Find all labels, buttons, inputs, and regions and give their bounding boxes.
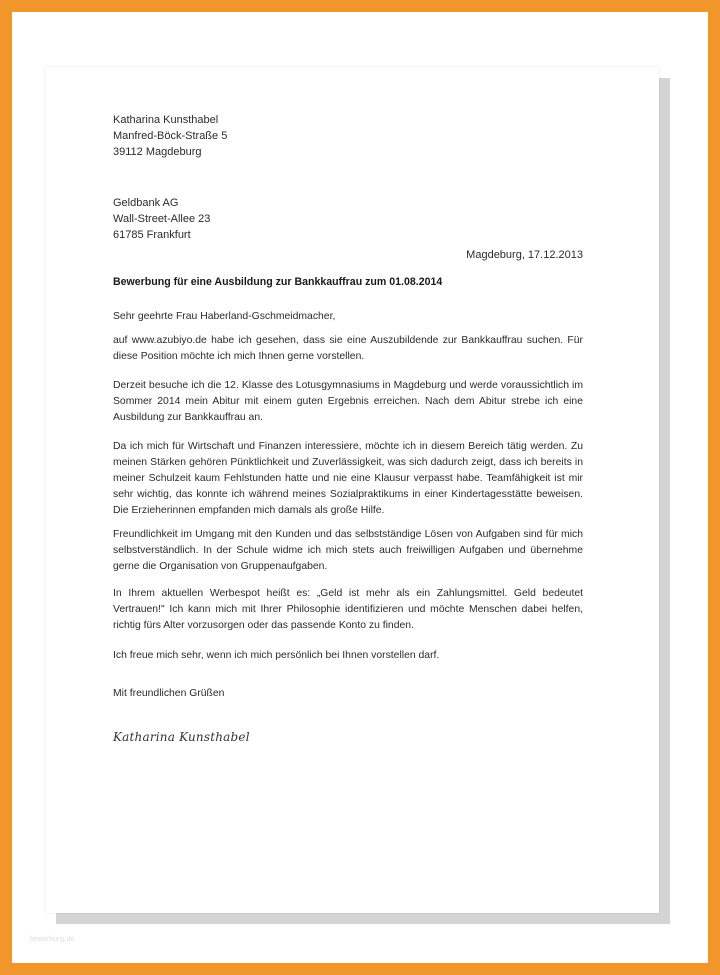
sender-street: Manfred-Böck-Straße 5: [113, 129, 228, 142]
paragraph-line: Ich freue mich sehr, wenn ich mich persönlich bei Ihnen vorstellen darf.: [113, 650, 440, 661]
recipient-address: [113, 196, 210, 243]
paragraph-line: sehr wichtig, das konnte ich während meines Sozialpraktikums in einer Kindertagesstätte beweisen.: [113, 488, 583, 500]
paragraph-5: [113, 586, 583, 634]
paragraph-1: [113, 333, 583, 365]
recipient-city: 61785 Frankfurt: [113, 228, 191, 241]
sender-address: [113, 113, 227, 160]
letter-date: Magdeburg, 17.12.2013: [466, 249, 583, 261]
paragraph-4: [113, 527, 583, 575]
salutation: Sehr geehrte Frau Haberland-Gschmeidmacher,: [113, 311, 336, 322]
handwritten-signature: Katharina Kunsthabel: [113, 730, 250, 744]
paragraph-line: diese Position möchte ich mich Ihnen gerne vorstellen.: [113, 350, 365, 362]
letter-page: [45, 67, 659, 913]
paragraph-line: Da ich mich für Wirtschaft und Finanzen interessiere, möchte ich in diesem Bereich tätig werden. Zu: [113, 441, 583, 452]
recipient-company: Geldbank AG: [113, 197, 179, 209]
paragraph-line: selbstverständlich. In der Schule widme ich mich stets auch freiwilligen Aufgaben und übernehme: [113, 544, 583, 556]
watermark: bewerbung.de: [30, 936, 75, 943]
sender-name: Katharina Kunsthabel: [113, 114, 219, 126]
paragraph-2: [113, 378, 583, 426]
paragraph-line: In Ihrem aktuellen Werbespot heißt es: „Geld ist mehr als ein Zahlungsmittel. Geld bedeutet: [113, 588, 583, 599]
paragraph-line: meiner Schulzeit kaum Fehlstunden hatte und nie eine Klausur verpasst habe. Teamfähigkeit ist mir: [113, 472, 583, 484]
sender-city: 39112 Magdeburg: [113, 145, 202, 158]
recipient-street: Wall-Street-Allee 23: [113, 212, 211, 225]
paragraph-line: gerne die Organisation von Gruppenaufgaben.: [113, 560, 328, 572]
paragraph-line: Sommer 2014 mein Abitur mit einem guten Ergebnis erreichen. Nach dem Abitur strebe ich eine: [113, 395, 583, 407]
closing: Mit freundlichen Grüßen: [113, 688, 225, 699]
paragraph-line: Vertrauen!" Ich kann mich mit Ihrer Philosophie identifizieren und möchte Menschen dabei helfen,: [113, 603, 583, 615]
paragraph-line: auf www.azubiyo.de habe ich gesehen, dass sie eine Auszubildende zur Bankkauffrau suchen. Für: [113, 335, 583, 346]
letter-subject: Bewerbung für eine Ausbildung zur Bankkauffrau zum 01.08.2014: [113, 276, 443, 288]
paragraph-line: Freundlichkeit im Umgang mit den Kunden und das selbstständige Lösen von Aufgaben sind für mich: [113, 529, 583, 540]
paragraph-6: [113, 648, 583, 664]
paragraph-line: Derzeit besuche ich die 12. Klasse des Lotusgymnasiums in Magdeburg und werde voraussichtlich im: [113, 380, 583, 391]
paragraph-line: Ausbildung zur Bankkauffrau an.: [113, 411, 263, 423]
paragraph-3: [113, 439, 583, 519]
paragraph-line: Die Erzieherinnen empfanden mich damals als große Hilfe.: [113, 504, 385, 516]
paragraph-line: meinen Stärken gehören Pünktlichkeit und Zuverlässigkeit, was sich dadurch zeigt, dass ich bereits in: [113, 456, 583, 468]
paragraph-line: richtig fürs Alter vorzusorgen oder das passende Konto zu finden.: [113, 619, 414, 631]
